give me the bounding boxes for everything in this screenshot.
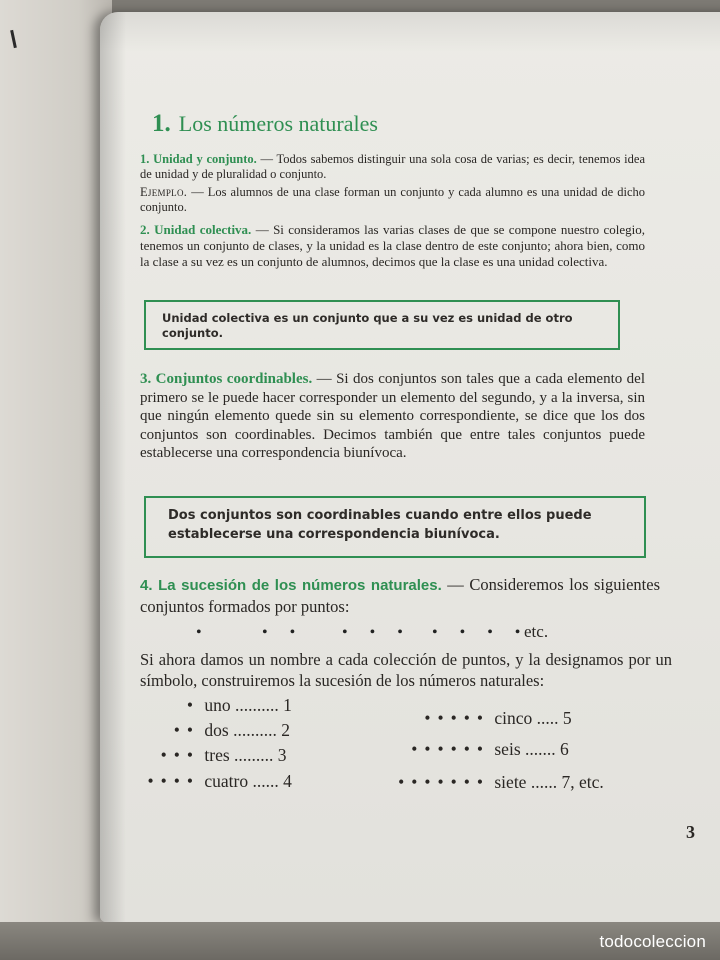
sequence-name: dos — [204, 720, 229, 740]
dots-group-1: • — [196, 624, 211, 641]
sequence-leader: ..... — [536, 708, 559, 728]
sequence-row-5 — [390, 708, 572, 729]
section-4-text: — Consideremos los siguientes conjuntos formados por puntos: — [140, 575, 660, 616]
section-1 — [140, 152, 645, 182]
sequence-leader: ...... — [252, 771, 279, 791]
dots-group-4: • • • • — [432, 624, 530, 641]
sequence-row-7 — [368, 772, 604, 793]
sequence-row-4 — [140, 771, 292, 792]
definition-coordinables: Dos conjuntos son coordinables cuando entre ellos puede establecerse una correspondencia biunívoca. — [168, 508, 592, 542]
dots-group-3: • • • — [342, 624, 412, 641]
section-1-text: — Todos sabemos distinguir una sola cosa de varias; es decir, tenemos idea de unidad y de pluralidad o conjunto. — [140, 152, 645, 181]
sequence-name: siete — [494, 772, 527, 792]
sequence-leader: ......... — [234, 745, 274, 765]
page-number: 3 — [686, 822, 695, 842]
section-3-heading: 3. Conjuntos coordinables. — [140, 371, 313, 387]
sequence-name: seis — [494, 739, 521, 759]
section-2-heading: 2. Unidad colectiva. — [140, 222, 252, 237]
chapter-title-text: Los números naturales — [178, 111, 378, 136]
left-page-edge — [0, 0, 112, 960]
dots-etc: etc. — [524, 622, 549, 641]
definition-box-unidad-colectiva — [144, 300, 620, 350]
section-4-text-2: Si ahora damos un nombre a cada colección de puntos, y la designamos por un símbolo, construiremos la sucesión de los números naturales: — [140, 650, 672, 690]
section-1-heading: 1. Unidad y conjunto. — [140, 152, 257, 166]
sequence-dots: ••• — [160, 745, 200, 765]
section-1-example — [140, 185, 645, 215]
sequence-number: 2 — [281, 720, 290, 740]
sequence-name: cuatro — [204, 771, 249, 791]
page-spine-shadow — [100, 12, 126, 922]
page-top-shadow — [100, 12, 720, 52]
definition-box-coordinables — [144, 496, 646, 558]
sequence-dots: •••••• — [411, 739, 490, 759]
sequence-dots: ••••••• — [398, 772, 490, 792]
sequence-row-1 — [140, 695, 292, 716]
section-4-heading: 4. La sucesión de los números naturales. — [140, 577, 442, 594]
sequence-dots: •••• — [147, 771, 200, 791]
sequence-number: 5 — [562, 708, 572, 728]
sequence-name: uno — [204, 695, 231, 715]
sequence-row-2 — [140, 720, 290, 741]
section-3 — [140, 370, 645, 463]
sequence-number: 6 — [560, 739, 569, 759]
pen-mark — [10, 30, 17, 48]
chapter-number: 1. — [152, 110, 171, 137]
chapter-title — [152, 110, 378, 138]
example-label: Ejemplo. — [140, 185, 188, 199]
sequence-dots: • — [186, 695, 200, 715]
sequence-row-6 — [390, 739, 569, 760]
section-2 — [140, 222, 645, 270]
dots-group-2: • • — [262, 624, 305, 641]
sequence-name: cinco — [494, 708, 533, 728]
sequence-leader: .......... — [233, 720, 277, 740]
sequence-dots: •• — [173, 720, 200, 740]
sequence-leader: ...... — [530, 772, 558, 792]
sequence-leader: ....... — [525, 739, 556, 759]
sequence-number: 1 — [283, 695, 292, 715]
sequence-dots: ••••• — [424, 708, 490, 728]
sequence-number: 3 — [277, 745, 287, 765]
watermark: todocoleccion — [599, 932, 706, 951]
section-4 — [140, 574, 660, 617]
sequence-number: 4 — [283, 771, 292, 791]
sequence-row-3 — [140, 745, 287, 766]
sequence-name: tres — [204, 745, 230, 765]
definition-unidad-colectiva: Unidad colectiva es un conjunto que a su vez es unidad de otro conjunto. — [162, 311, 573, 340]
section-2-text: — Si consideramos las varias clases de que se compone nuestro colegio, tenemos un conjunto de clases, y la unidad es la clase dentro de este conjunto; ahora bien, como la clase a su vez es un conjunto de alumnos, decimos que la clase es una unidad colectiva. — [140, 222, 645, 269]
book-page — [100, 12, 720, 922]
sequence-leader: .......... — [235, 695, 279, 715]
section-3-text: — Si dos conjuntos son tales que a cada elemento del primero se le puede hacer corresponder un elemento del segundo, y a la inversa, sin que ningún elemento quede sin su elemento correspondiente, se dice que los dos conjuntos son coordinables. Decimos también que entre tales conjuntos puede establecerse una correspondencia biunívoca. — [140, 371, 646, 461]
example-text: — Los alumnos de una clase forman un conjunto y cada alumno es una unidad de dicho conjunto. — [140, 185, 645, 214]
sequence-number: 7, etc. — [561, 772, 604, 792]
